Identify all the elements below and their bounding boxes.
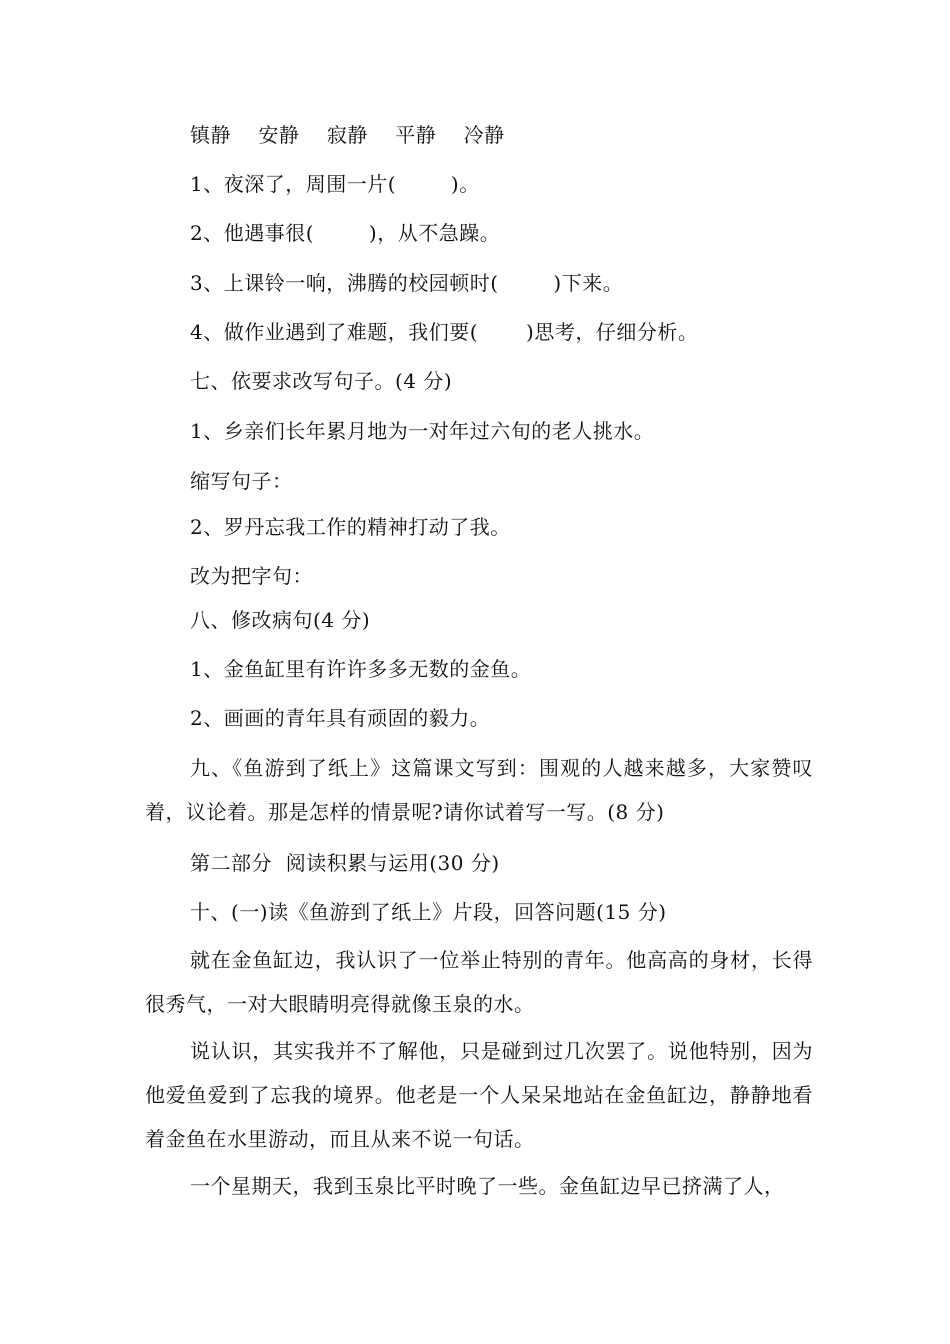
section-9-question: 九、《鱼游到了纸上》这篇课文写到：围观的人越来越多，大家赞叹着，议论着。那是怎样的情景呢?请你试着写一写。(8 分) <box>145 756 813 824</box>
section-10-heading: 十、(一)读《鱼游到了纸上》片段，回答问题(15 分) <box>190 900 667 924</box>
part-2-heading: 第二部分 阅读积累与运用(30 分) <box>190 851 500 875</box>
section-8-item-2: 2、画画的青年具有顽固的毅力。 <box>190 706 491 730</box>
section-8-heading: 八、修改病句(4 分) <box>190 608 371 632</box>
fill-item-2: 2、他遇事很( )，从不急躁。 <box>190 221 501 245</box>
fill-item-3: 3、上课铃一响，沸腾的校园顿时( )下来。 <box>190 271 624 295</box>
fill-item-4: 4、做作业遇到了难题，我们要( )思考，仔细分析。 <box>190 320 699 344</box>
passage-paragraph-2: 说认识，其实我并不了解他，只是碰到过几次罢了。说他特别，因为他爱鱼爱到了忘我的境界。他老是一个人呆呆地站在金鱼缸边，静静地看着金鱼在水里游动，而且从来不说一句话。 <box>145 1039 813 1151</box>
section-7-prompt-1: 缩写句子： <box>190 469 293 493</box>
section-7-heading: 七、依要求改写句子。(4 分) <box>190 369 453 393</box>
fill-item-1: 1、夜深了，周围一片( )。 <box>190 172 480 196</box>
section-7-item-2: 2、罗丹忘我工作的精神打动了我。 <box>190 515 511 539</box>
passage-paragraph-1: 就在金鱼缸边，我认识了一位举止特别的青年。他高高的身材，长得很秀气，一对大眼睛明亮得就像玉泉的水。 <box>145 948 813 1016</box>
section-7-prompt-2: 改为把字句： <box>190 564 313 588</box>
word-bank: 镇静 安静 寂静 平静 冷静 <box>190 123 505 147</box>
passage-paragraph-3: 一个星期天，我到玉泉比平时晚了一些。金鱼缸边早已挤满了人， <box>190 1174 785 1198</box>
section-8-item-1: 1、金鱼缸里有许许多多无数的金鱼。 <box>190 657 532 681</box>
section-7-item-1: 1、乡亲们长年累月地为一对年过六旬的老人挑水。 <box>190 419 655 443</box>
